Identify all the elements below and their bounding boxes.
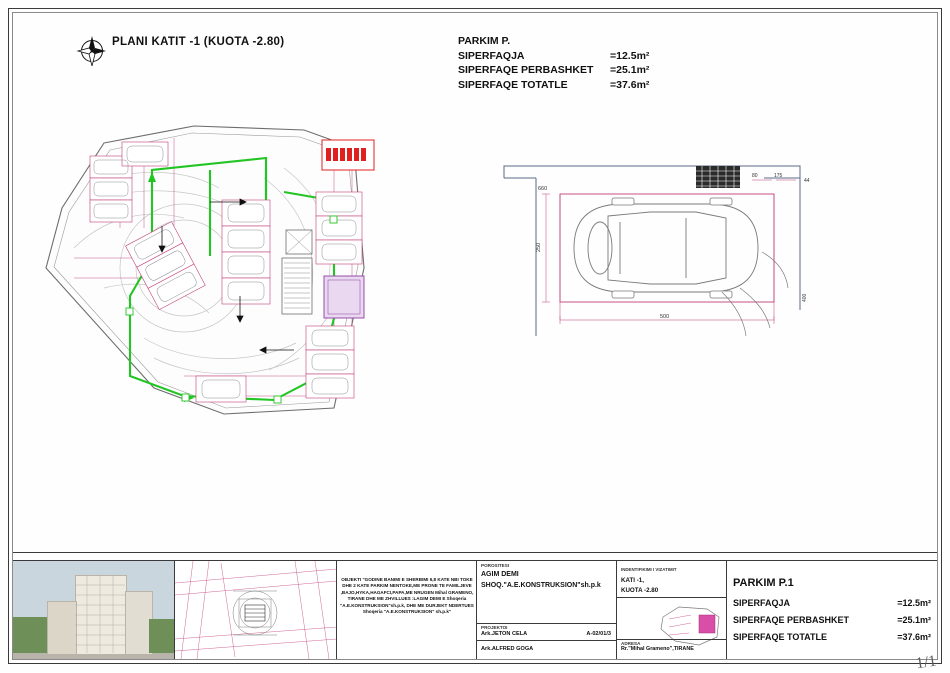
titleblock-reference (617, 561, 727, 659)
client-name: AGIM DEMI (481, 571, 519, 578)
dim-right-edge: 44 (804, 178, 810, 184)
client-divider (477, 623, 616, 624)
drawing-code: A-02/01/3 (586, 631, 611, 637)
photo-building-left (47, 601, 77, 655)
spec-value: =12.5m² (610, 49, 650, 62)
spec-value: =25.1m² (610, 64, 650, 76)
spec-heading: PARKIM P. (458, 35, 511, 47)
address-section-label: ADRESA (621, 641, 641, 646)
photo-trees-right (149, 619, 175, 653)
spec-label: SIPERFAQE TOTATLE (458, 78, 568, 91)
dim-bottom-length: 500 (660, 314, 670, 320)
dim-right-vertical: 400 (802, 293, 808, 302)
titleblock-client (477, 561, 617, 659)
spec-value: =37.6m² (610, 78, 650, 91)
spec-label: SIPERFAQJA (733, 598, 791, 608)
spec-row (733, 629, 931, 646)
titleblock (13, 560, 937, 659)
titleblock-description (337, 561, 477, 659)
dim-right-offset-1: 80 (752, 173, 758, 179)
dim-vertical-width: 250 (536, 242, 542, 252)
page-title: PLANI KATIT -1 (KUOTA -2.80) (112, 36, 285, 48)
spec-label: SIPERFAQE PERBASHKET (458, 64, 594, 76)
titleblock-divider (13, 552, 937, 553)
key-plan-thumbnail (659, 603, 723, 649)
spec-block-top (458, 34, 649, 92)
titleblock-site-plan (175, 561, 337, 659)
client-divider-2 (477, 640, 616, 641)
project-address: Rr."Mihal Grameno",TIRANE (621, 646, 694, 652)
reference-section-label: INDENTIFIKIMI I VIZATIMIT (621, 567, 677, 572)
photo-trees (13, 617, 47, 653)
dim-right-offset-2: 175 (774, 173, 783, 179)
client-section-label: POROSITESI (481, 563, 510, 568)
titleblock-photo (13, 561, 175, 659)
titleblock-spec (727, 561, 937, 659)
spec-label: SIPERFAQE TOTATLE (733, 632, 828, 642)
client-company: SHOQ."A.E.KONSTRUKSION"sh.p.k (481, 582, 601, 589)
north-arrow-icon (76, 34, 108, 66)
reference-divider-2 (617, 639, 726, 640)
spec-label: SIPERFAQE PERBASHKET (733, 615, 850, 625)
spec-row (733, 612, 931, 629)
designer-name-2: Ark.ALFRED GOGA (481, 646, 534, 652)
dim-left-offset: 660 (538, 186, 548, 192)
spec-value: =25.1m² (897, 615, 931, 625)
parking-bay-detail-drawing (500, 160, 820, 340)
spec-value: =37.6m² (897, 632, 931, 642)
spec-row (458, 63, 649, 78)
spec-block-title: PARKIM P.1 (733, 577, 794, 589)
reference-level: KUOTA -2.80 (621, 587, 659, 594)
reference-floor: KATI -1, (621, 577, 644, 584)
floor-plan-drawing (34, 108, 424, 438)
spec-label: SIPERFAQJA (458, 49, 525, 62)
spec-value: =12.5m² (897, 598, 931, 608)
page-number: 1/1 (914, 652, 938, 673)
project-description: OBJEKTI "GODINE BANIMI E SHERBIMI 6,8 KATE NBI TOKE DHE 2 KATE PARKIM NENTOKE,ME PRONE TE FAMILJEVE ,BAJO,HYKA,HAGAFCI,PAPA,ME NRUGEN Mihal GRAMENO, TIRANE DHE ME ZHVILLUES :LAGIM DEMI E Shoqeria "A.E.KONSTRUKSION"sh.p.k, DHE ME DURJEKT NDERTUES Shoqeria "A.E.KONSTRUKSION" sh.p.k" (340, 577, 474, 615)
designer-section-label: PROJEKTOI (481, 625, 508, 630)
spec-row (458, 49, 649, 64)
reference-divider (617, 597, 726, 598)
spec-row (458, 78, 649, 93)
designer-name-1: Ark.JETON CELA (481, 631, 528, 637)
spec-row (733, 595, 931, 612)
